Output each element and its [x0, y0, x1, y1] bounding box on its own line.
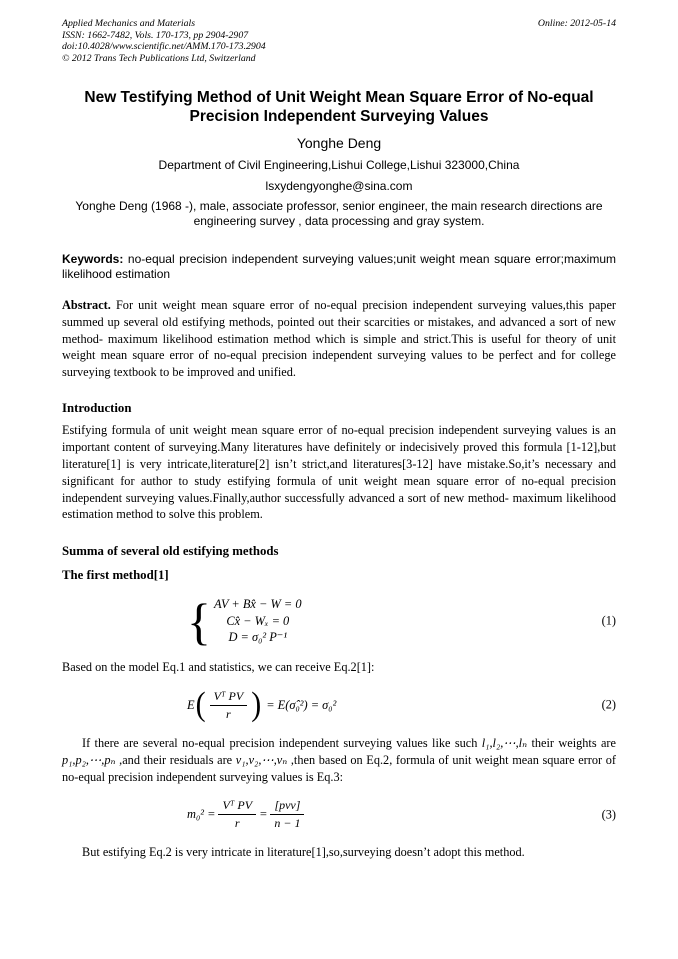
paper-title-line2: Precision Independent Surveying Values: [189, 108, 489, 126]
equation-3-body: [187, 798, 307, 831]
math-l-sequence: l₁,l₂,⋯,lₙ: [481, 735, 528, 750]
equation-3-fraction-1: [218, 798, 256, 831]
if-there-paragraph: [62, 735, 616, 785]
equation-2-rest: = E(σ̂₀²) = σ₀²: [266, 697, 337, 712]
first-method-heading: The first method[1]: [62, 568, 169, 583]
equation-1-row2: Cx̂ − Wₓ = 0: [226, 613, 290, 628]
if-text-1: If there are several no-equal precision independent surveying values like such: [82, 735, 482, 750]
based-on-paragraph: Based on the model Eq.1 and statistics, we can receive Eq.2[1]:: [62, 660, 375, 675]
equation-3-frac2-numerator: [pvv]: [270, 798, 304, 815]
equation-3-frac1-numerator: Vᵀ PV: [218, 798, 256, 815]
journal-meta: [62, 18, 266, 64]
keywords-label: Keywords:: [62, 252, 124, 267]
equation-1: [187, 592, 616, 650]
author-bio: Yonghe Deng (1968 -), male, associate professor, senior engineer, the main research directions are engineering survey , data processing and gray system.: [75, 199, 603, 228]
equation-3-equals: =: [259, 807, 268, 822]
author-name: Yonghe Deng: [296, 135, 382, 152]
equation-2-body: [187, 686, 337, 724]
author-email: lsxydengyonghe@sina.com: [265, 178, 413, 193]
abstract-block: [62, 297, 616, 380]
equation-2-rparen: ): [251, 686, 262, 724]
journal-doi: doi:10.4028/www.scientific.net/AMM.170-173.2904: [62, 41, 266, 53]
equation-1-number: (1): [601, 613, 616, 628]
online-date: Online: 2012-05-14: [537, 18, 616, 29]
math-p-sequence: p₁,p₂,⋯,pₙ: [62, 752, 116, 767]
equation-3-fraction-2: [270, 798, 304, 831]
journal-copyright: © 2012 Trans Tech Publications Ltd, Switzerland: [62, 52, 256, 64]
keywords-block: [62, 252, 616, 282]
equation-3: [187, 798, 616, 831]
equation-2-numerator: Vᵀ PV: [210, 689, 248, 706]
equation-1-lines: [214, 596, 302, 646]
equation-2: [187, 686, 616, 724]
author-affiliation: Department of Civil Engineering,Lishui College,Lishui 323000,China: [158, 158, 520, 173]
if-text-2: their weights are: [527, 735, 616, 750]
equation-3-number: (3): [601, 807, 616, 822]
equation-2-denominator: r: [226, 706, 231, 721]
abstract-text: For unit weight mean square error of no-equal precision independent surveying values,this paper summed up several old estifying methods, pointed out their scarcities or mistakes, and advanced a sort of new method- maximum likelihood estimation method which is simple and strict.This is useful for theory of unit weight mean square error of no-equal precision independent surveying values to be perfect and for college surveying textbook to be improved and unified.: [62, 298, 616, 379]
abstract-label: Abstract.: [62, 298, 111, 313]
journal-title: Applied Mechanics and Materials: [62, 18, 196, 29]
math-v-sequence: v₁,v₂,⋯,vₙ: [235, 752, 288, 767]
equation-2-lead: E: [187, 697, 195, 712]
summa-heading: Summa of several old estifying methods: [62, 544, 279, 559]
equation-1-brace: {: [187, 592, 211, 650]
if-text-3: ,and their residuals are: [115, 752, 236, 767]
introduction-body: Estifying formula of unit weight mean square error of no-equal precision independent surveying values is an important content of surveying.Many literatures have definitely or indecisively proved this formula [1-12],but literature[1] is very intricate,literature[2] isn’t strict,and literatures[3-12] have mistake.So,it’s necessary and significant for author to study estifying formula of unit weight mean square error of no-equal precision independent surveying values.Finally,author successfully advanced a sort of new method- maximum likelihood estimation method to solve this problem.: [62, 423, 616, 522]
journal-issn: ISSN: 1662-7482, Vols. 170-173, pp 2904-2907: [62, 29, 249, 41]
paper-title: [62, 88, 616, 126]
equation-3-frac1-denominator: r: [234, 816, 240, 831]
equation-1-body: [187, 592, 302, 650]
if-text-4: ,then based on Eq.2, formula of unit weight mean square error of no-equal precision independent surveying values is Eq.3:: [62, 752, 616, 784]
equation-2-lparen: (: [195, 686, 206, 724]
equation-1-row3: D = σ₀² P⁻¹: [228, 630, 288, 645]
but-estifying-paragraph: But estifying Eq.2 is very intricate in literature[1],so,surveying doesn’t adopt this method.: [82, 845, 525, 860]
equation-1-row1: AV + Bx̂ − W = 0: [214, 597, 302, 612]
introduction-heading: Introduction: [62, 401, 132, 416]
paper-title-line1: New Testifying Method of Unit Weight Mean Square Error of No-equal: [84, 89, 594, 107]
equation-3-frac2-denominator: n − 1: [274, 816, 301, 831]
keywords-text: no-equal precision independent surveying values;unit weight mean square error;maximum likelihood estimation: [62, 252, 616, 282]
equation-2-number: (2): [601, 697, 616, 712]
journal-header: [62, 18, 616, 64]
equation-2-fraction: [210, 689, 248, 722]
equation-3-lead: m₀² =: [187, 807, 216, 822]
